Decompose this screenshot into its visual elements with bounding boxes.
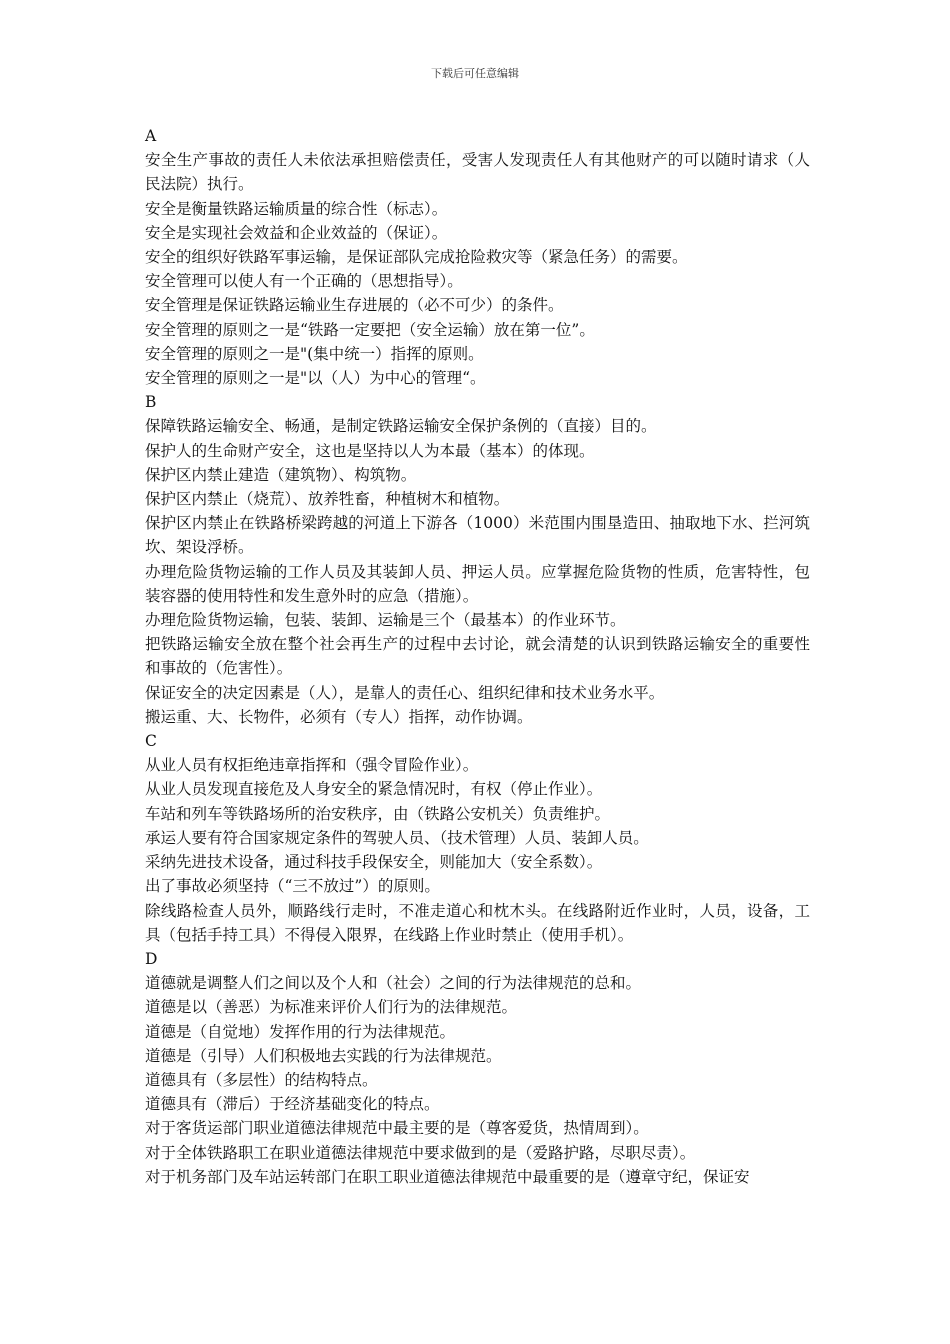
text-line: 保护区内禁止在铁路桥梁跨越的河道上下游各（1000）米范围内围垦造田、抽取地下水、拦河筑坎、架设浮桥。 <box>145 514 810 557</box>
text-line: 从业人员发现直接危及人身安全的紧急情况时，有权（停止作业）。 <box>145 780 603 799</box>
text-line: 采纳先进技术设备，通过科技手段保安全，则能加大（安全系数）。 <box>145 853 603 872</box>
document-body <box>145 124 810 1189</box>
section-letter-c: C <box>145 732 157 751</box>
text-line: 保护区内禁止建造（建筑物）、构筑物。 <box>145 465 417 484</box>
text-line: 办理危险货物运输的工作人员及其装卸人员、押运人员。应掌握危险货物的性质，危害特性，包装容器的使用特性和发生意外时的应急（措施）。 <box>145 562 810 605</box>
section-letter-a: A <box>145 127 157 145</box>
text-line: 出了事故必须坚持（“三不放过”）的原则。 <box>145 877 440 896</box>
text-line: 保证安全的决定因素是（人），是靠人的责任心、组织纪律和技术业务水平。 <box>145 683 665 702</box>
text-line: 安全管理的原则之一是"以（人）为中心的管理“。 <box>145 369 486 388</box>
text-line: 安全管理是保证铁路运输业生存进展的（必不可少）的条件。 <box>145 296 564 315</box>
text-line: 把铁路运输安全放在整个社会再生产的过程中去讨论，就会清楚的认识到铁路运输安全的重要性和事故的（危害性）。 <box>145 635 810 678</box>
text-line: 办理危险货物运输，包装、装卸、运输是三个（最基本）的作业环节。 <box>145 611 626 630</box>
text-line: 安全管理的原则之一是“铁路一定要把（安全运输）放在第一位”。 <box>145 320 595 339</box>
section-letter-b: B <box>145 393 157 412</box>
text-line: 安全是实现社会效益和企业效益的（保证）。 <box>145 223 448 242</box>
text-line: 车站和列车等铁路场所的治安秩序，由（铁路公安机关）负责维护。 <box>145 804 611 823</box>
text-line: 安全是衡量铁路运输质量的综合性（标志）。 <box>145 199 448 218</box>
text-line: 道德具有（多层性）的结构特点。 <box>145 1070 378 1089</box>
text-line: 安全管理可以使人有一个正确的（思想指导）。 <box>145 272 463 291</box>
text-line: 对于客货运部门职业道德法律规范中最主要的是（尊客爱货，热情周到）。 <box>145 1119 649 1138</box>
text-line: 安全的组织好铁路军事运输，是保证部队完成抢险救灾等（紧急任务）的需要。 <box>145 248 688 267</box>
text-line: 保护人的生命财产安全，这也是坚持以人为本最（基本）的体现。 <box>145 441 595 460</box>
text-line: 对于全体铁路职工在职业道德法律规范中要求做到的是（爱路护路，尽职尽责）。 <box>145 1143 696 1162</box>
text-line: 对于机务部门及车站运转部门在职工职业道德法律规范中最重要的是（遵章守纪，保证安 <box>145 1167 750 1186</box>
text-line: 保障铁路运输安全、畅通，是制定铁路运输安全保护条例的（直接）目的。 <box>145 417 657 436</box>
text-line: 搬运重、大、长物件，必须有（专人）指挥，动作协调。 <box>145 707 533 726</box>
text-line: 从业人员有权拒绝违章指挥和（强令冒险作业）。 <box>145 756 479 775</box>
text-line: 道德是以（善恶）为标准来评价人们行为的法律规范。 <box>145 998 518 1017</box>
text-line: 道德具有（滞后）于经济基础变化的特点。 <box>145 1095 440 1114</box>
text-line: 道德是（自觉地）发挥作用的行为法律规范。 <box>145 1022 456 1041</box>
text-line: 承运人要有符合国家规定条件的驾驶人员、（技术管理）人员、装卸人员。 <box>145 828 649 847</box>
text-line: 安全管理的原则之一是"(集中统一）指挥的原则。 <box>145 344 484 363</box>
text-line: 道德是（引导）人们积极地去实践的行为法律规范。 <box>145 1046 502 1065</box>
text-line: 安全生产事故的责任人未依法承担赔偿责任，受害人发现责任人有其他财产的可以随时请求（人民法院）执行。 <box>145 151 810 194</box>
text-line: 道德就是调整人们之间以及个人和（社会）之间的行为法律规范的总和。 <box>145 974 642 993</box>
text-line: 除线路检查人员外，顺路线行走时，不准走道心和枕木头。在线路附近作业时，人员，设备，工具（包括手持工具）不得侵入限界，在线路上作业时禁止（使用手机）。 <box>145 901 810 944</box>
page-header: 下载后可任意编辑 <box>431 67 519 80</box>
text-line: 保护区内禁止（烧荒）、放养牲畜，种植树木和植物。 <box>145 490 510 509</box>
section-letter-d: D <box>145 949 158 968</box>
